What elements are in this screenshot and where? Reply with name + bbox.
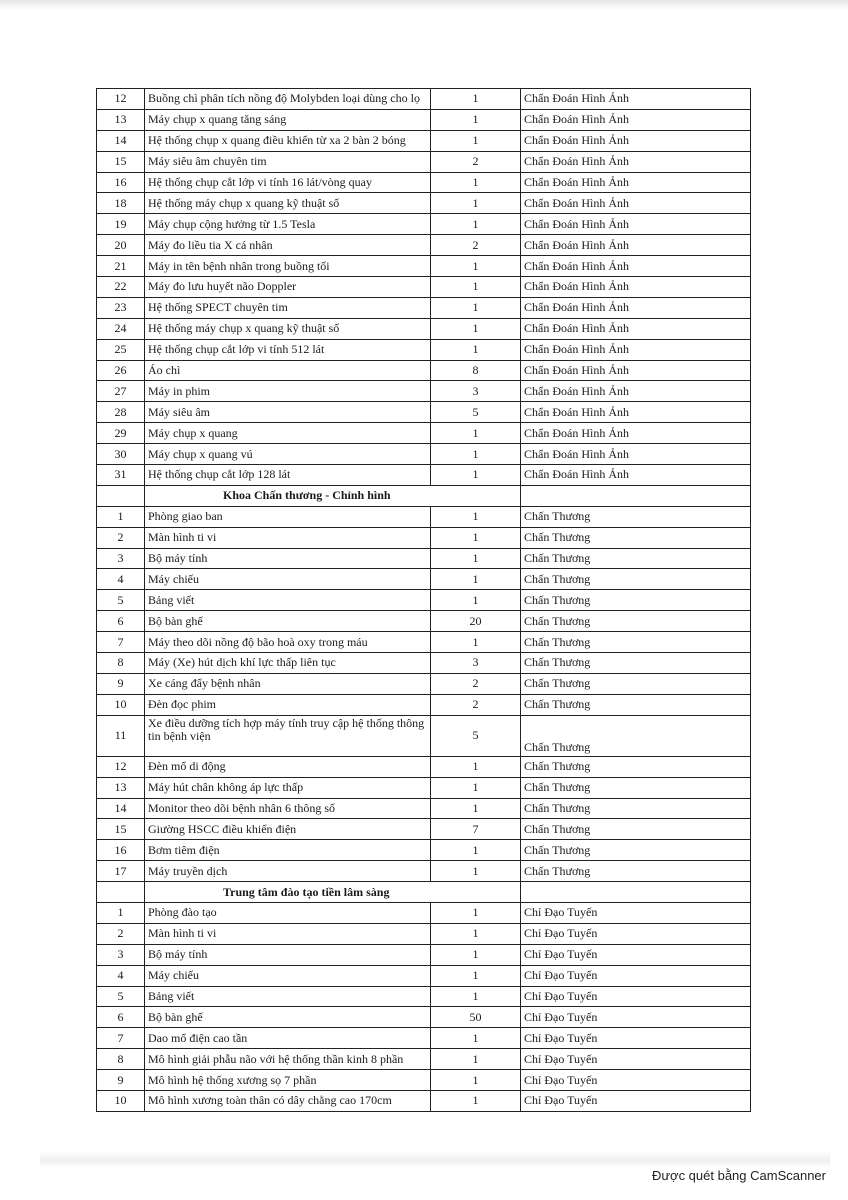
table-row	[97, 902, 751, 923]
section-dept-cell	[521, 485, 751, 506]
stt-cell: 30	[97, 444, 145, 465]
quantity-cell: 1	[431, 1090, 521, 1111]
section-stt-cell	[97, 882, 145, 903]
stt-cell: 10	[97, 1090, 145, 1111]
department-cell: Chẩn Đoán Hình Ảnh	[521, 339, 751, 360]
table-row	[97, 402, 751, 423]
stt-cell: 12	[97, 89, 145, 110]
quantity-cell: 3	[431, 381, 521, 402]
department-cell: Chẩn Đoán Hình Ảnh	[521, 109, 751, 130]
equipment-name-cell: Áo chì	[145, 360, 431, 381]
table-row	[97, 89, 751, 110]
equipment-name-cell: Máy siêu âm	[145, 402, 431, 423]
equipment-name-cell: Máy (Xe) hút dịch khí lực thấp liên tục	[145, 653, 431, 674]
equipment-table-body	[97, 89, 751, 1112]
camscanner-watermark: Được quét bằng CamScanner	[651, 1168, 826, 1183]
equipment-name-cell: Máy hút chân không áp lực thấp	[145, 777, 431, 798]
quantity-cell: 1	[431, 506, 521, 527]
department-cell: Chỉ Đạo Tuyến	[521, 1090, 751, 1111]
quantity-cell: 1	[431, 902, 521, 923]
stt-cell: 4	[97, 965, 145, 986]
stt-cell: 16	[97, 840, 145, 861]
table-row	[97, 590, 751, 611]
table-row	[97, 965, 751, 986]
quantity-cell: 1	[431, 840, 521, 861]
stt-cell: 12	[97, 756, 145, 777]
stt-cell: 13	[97, 109, 145, 130]
stt-cell: 3	[97, 944, 145, 965]
department-cell: Chẩn Đoán Hình Ảnh	[521, 256, 751, 277]
table-row	[97, 653, 751, 674]
department-cell: Chấn Thương	[521, 798, 751, 819]
stt-cell: 6	[97, 1007, 145, 1028]
equipment-name-cell: Bảng viết	[145, 986, 431, 1007]
quantity-cell: 1	[431, 339, 521, 360]
equipment-name-cell: Buồng chì phân tích nồng độ Molybden loại dùng cho lọ	[145, 89, 431, 110]
stt-cell: 19	[97, 214, 145, 235]
table-row	[97, 798, 751, 819]
department-cell: Chẩn Đoán Hình Ảnh	[521, 423, 751, 444]
stt-cell: 5	[97, 590, 145, 611]
equipment-name-cell: Phòng đào tạo	[145, 902, 431, 923]
table-row	[97, 548, 751, 569]
stt-cell: 10	[97, 694, 145, 715]
table-row	[97, 297, 751, 318]
equipment-name-cell: Phòng giao ban	[145, 506, 431, 527]
quantity-cell: 1	[431, 548, 521, 569]
table-row	[97, 318, 751, 339]
table-row	[97, 109, 751, 130]
department-cell: Chẩn Đoán Hình Ảnh	[521, 402, 751, 423]
stt-cell: 11	[97, 715, 145, 756]
quantity-cell: 1	[431, 861, 521, 882]
department-cell: Chấn Thương	[521, 756, 751, 777]
equipment-name-cell: Máy chụp cộng hưởng từ 1.5 Tesla	[145, 214, 431, 235]
equipment-name-cell: Máy chụp x quang	[145, 423, 431, 444]
department-cell: Chấn Thương	[521, 840, 751, 861]
department-cell: Chấn Thương	[521, 611, 751, 632]
department-cell: Chẩn Đoán Hình Ảnh	[521, 130, 751, 151]
table-row	[97, 506, 751, 527]
department-cell: Chẩn Đoán Hình Ảnh	[521, 360, 751, 381]
equipment-name-cell: Màn hình ti vi	[145, 923, 431, 944]
quantity-cell: 1	[431, 423, 521, 444]
table-row	[97, 1049, 751, 1070]
table-row	[97, 944, 751, 965]
quantity-cell: 1	[431, 297, 521, 318]
equipment-name-cell: Mô hình hệ thống xương sọ 7 phần	[145, 1070, 431, 1091]
quantity-cell: 1	[431, 109, 521, 130]
section-title: Khoa Chấn thương - Chỉnh hình	[145, 485, 521, 506]
quantity-cell: 3	[431, 653, 521, 674]
scan-top-shadow	[0, 0, 848, 10]
table-row	[97, 193, 751, 214]
department-cell: Chấn Thương	[521, 861, 751, 882]
department-cell: Chỉ Đạo Tuyến	[521, 1028, 751, 1049]
table-row	[97, 423, 751, 444]
table-row	[97, 1007, 751, 1028]
scan-bottom-shadow	[40, 1150, 830, 1168]
department-cell: Chấn Thương	[521, 715, 751, 756]
equipment-name-cell: Hệ thống chụp cắt lớp 128 lát	[145, 465, 431, 486]
equipment-name-cell: Bảng viết	[145, 590, 431, 611]
table-row	[97, 756, 751, 777]
department-cell: Chẩn Đoán Hình Ảnh	[521, 235, 751, 256]
department-cell: Chỉ Đạo Tuyến	[521, 902, 751, 923]
quantity-cell: 1	[431, 590, 521, 611]
stt-cell: 14	[97, 130, 145, 151]
equipment-name-cell: Máy truyền dịch	[145, 861, 431, 882]
stt-cell: 18	[97, 193, 145, 214]
equipment-name-cell: Đèn mổ di động	[145, 756, 431, 777]
stt-cell: 16	[97, 172, 145, 193]
quantity-cell: 5	[431, 715, 521, 756]
department-cell: Chẩn Đoán Hình Ảnh	[521, 444, 751, 465]
equipment-name-cell: Bộ bàn ghế	[145, 611, 431, 632]
quantity-cell: 2	[431, 673, 521, 694]
section-stt-cell	[97, 485, 145, 506]
department-cell: Chẩn Đoán Hình Ảnh	[521, 297, 751, 318]
equipment-name-cell: Máy in phim	[145, 381, 431, 402]
department-cell: Chỉ Đạo Tuyến	[521, 986, 751, 1007]
quantity-cell: 1	[431, 1070, 521, 1091]
stt-cell: 13	[97, 777, 145, 798]
section-title: Trung tâm đào tạo tiền lâm sàng	[145, 882, 521, 903]
department-cell: Chẩn Đoán Hình Ảnh	[521, 277, 751, 298]
table-row	[97, 360, 751, 381]
equipment-name-cell: Mô hình giải phẫu não với hệ thống thần kinh 8 phần	[145, 1049, 431, 1070]
equipment-name-cell: Bộ máy tính	[145, 548, 431, 569]
table-row	[97, 986, 751, 1007]
stt-cell: 7	[97, 632, 145, 653]
stt-cell: 29	[97, 423, 145, 444]
table-row	[97, 923, 751, 944]
department-cell: Chấn Thương	[521, 653, 751, 674]
equipment-name-cell: Monitor theo dõi bệnh nhân 6 thông số	[145, 798, 431, 819]
quantity-cell: 1	[431, 256, 521, 277]
department-cell: Chẩn Đoán Hình Ảnh	[521, 214, 751, 235]
department-cell: Chấn Thương	[521, 506, 751, 527]
department-cell: Chỉ Đạo Tuyến	[521, 944, 751, 965]
stt-cell: 21	[97, 256, 145, 277]
quantity-cell: 1	[431, 193, 521, 214]
equipment-name-cell: Máy theo dõi nồng độ bão hoà oxy trong máu	[145, 632, 431, 653]
equipment-name-cell: Hệ thống máy chụp x quang kỹ thuật số	[145, 193, 431, 214]
stt-cell: 8	[97, 1049, 145, 1070]
equipment-name-cell: Bộ máy tính	[145, 944, 431, 965]
table-row	[97, 1028, 751, 1049]
table-row	[97, 151, 751, 172]
table-row	[97, 172, 751, 193]
stt-cell: 15	[97, 151, 145, 172]
stt-cell: 1	[97, 506, 145, 527]
equipment-name-cell: Đèn đọc phim	[145, 694, 431, 715]
quantity-cell: 1	[431, 965, 521, 986]
department-cell: Chấn Thương	[521, 819, 751, 840]
quantity-cell: 1	[431, 923, 521, 944]
table-row	[97, 777, 751, 798]
table-row	[97, 715, 751, 756]
section-header-row	[97, 485, 751, 506]
equipment-name-cell: Máy chiếu	[145, 965, 431, 986]
department-cell: Chấn Thương	[521, 548, 751, 569]
stt-cell: 9	[97, 673, 145, 694]
quantity-cell: 50	[431, 1007, 521, 1028]
stt-cell: 7	[97, 1028, 145, 1049]
equipment-name-cell: Dao mổ điện cao tần	[145, 1028, 431, 1049]
stt-cell: 3	[97, 548, 145, 569]
department-cell: Chỉ Đạo Tuyến	[521, 923, 751, 944]
quantity-cell: 1	[431, 569, 521, 590]
quantity-cell: 8	[431, 360, 521, 381]
table-row	[97, 861, 751, 882]
quantity-cell: 1	[431, 172, 521, 193]
equipment-name-cell: Màn hình ti vi	[145, 527, 431, 548]
equipment-name-cell: Máy in tên bệnh nhân trong buồng tối	[145, 256, 431, 277]
department-cell: Chỉ Đạo Tuyến	[521, 1049, 751, 1070]
department-cell: Chẩn Đoán Hình Ảnh	[521, 89, 751, 110]
stt-cell: 2	[97, 923, 145, 944]
quantity-cell: 1	[431, 527, 521, 548]
section-header-row	[97, 882, 751, 903]
department-cell: Chấn Thương	[521, 777, 751, 798]
department-cell: Chẩn Đoán Hình Ảnh	[521, 193, 751, 214]
quantity-cell: 1	[431, 277, 521, 298]
table-row	[97, 465, 751, 486]
stt-cell: 24	[97, 318, 145, 339]
equipment-name-cell: Máy siêu âm chuyên tim	[145, 151, 431, 172]
department-cell: Chẩn Đoán Hình Ảnh	[521, 151, 751, 172]
quantity-cell: 1	[431, 944, 521, 965]
table-row	[97, 444, 751, 465]
equipment-name-cell: Xe cáng đẩy bệnh nhân	[145, 673, 431, 694]
equipment-name-cell: Hệ thống chụp cắt lớp vi tính 16 lát/vòng quay	[145, 172, 431, 193]
table-row	[97, 381, 751, 402]
table-row	[97, 130, 751, 151]
equipment-name-cell: Hệ thống chụp cắt lớp vi tính 512 lát	[145, 339, 431, 360]
equipment-name-cell: Giường HSCC điều khiển điện	[145, 819, 431, 840]
equipment-name-cell: Máy đo liều tia X cá nhân	[145, 235, 431, 256]
stt-cell: 31	[97, 465, 145, 486]
equipment-name-cell: Xe điều dưỡng tích hợp máy tính truy cập hệ thống thông tin bệnh viện	[145, 715, 431, 756]
equipment-name-cell: Bơm tiêm điện	[145, 840, 431, 861]
quantity-cell: 1	[431, 318, 521, 339]
quantity-cell: 1	[431, 130, 521, 151]
table-row	[97, 632, 751, 653]
stt-cell: 14	[97, 798, 145, 819]
table-row	[97, 527, 751, 548]
department-cell: Chỉ Đạo Tuyến	[521, 1070, 751, 1091]
table-row	[97, 819, 751, 840]
stt-cell: 4	[97, 569, 145, 590]
quantity-cell: 7	[431, 819, 521, 840]
quantity-cell: 1	[431, 465, 521, 486]
stt-cell: 5	[97, 986, 145, 1007]
department-cell: Chẩn Đoán Hình Ảnh	[521, 318, 751, 339]
equipment-table	[96, 88, 751, 1112]
stt-cell: 8	[97, 653, 145, 674]
stt-cell: 17	[97, 861, 145, 882]
stt-cell: 27	[97, 381, 145, 402]
quantity-cell: 20	[431, 611, 521, 632]
quantity-cell: 1	[431, 89, 521, 110]
quantity-cell: 1	[431, 1028, 521, 1049]
table-row	[97, 1070, 751, 1091]
department-cell: Chỉ Đạo Tuyến	[521, 1007, 751, 1028]
equipment-name-cell: Máy chụp x quang vú	[145, 444, 431, 465]
stt-cell: 26	[97, 360, 145, 381]
stt-cell: 20	[97, 235, 145, 256]
quantity-cell: 5	[431, 402, 521, 423]
quantity-cell: 2	[431, 151, 521, 172]
table-row	[97, 611, 751, 632]
stt-cell: 1	[97, 902, 145, 923]
table-row	[97, 339, 751, 360]
table-row	[97, 256, 751, 277]
table-row	[97, 235, 751, 256]
equipment-name-cell: Mô hình xương toàn thân có dây chằng cao 170cm	[145, 1090, 431, 1111]
department-cell: Chấn Thương	[521, 632, 751, 653]
equipment-name-cell: Máy đo lưu huyết não Doppler	[145, 277, 431, 298]
equipment-name-cell: Bộ bàn ghế	[145, 1007, 431, 1028]
department-cell: Chấn Thương	[521, 569, 751, 590]
table-row	[97, 214, 751, 235]
quantity-cell: 2	[431, 694, 521, 715]
section-dept-cell	[521, 882, 751, 903]
table-row	[97, 569, 751, 590]
table-row	[97, 1090, 751, 1111]
quantity-cell: 1	[431, 214, 521, 235]
quantity-cell: 1	[431, 756, 521, 777]
stt-cell: 25	[97, 339, 145, 360]
stt-cell: 28	[97, 402, 145, 423]
quantity-cell: 2	[431, 235, 521, 256]
quantity-cell: 1	[431, 1049, 521, 1070]
quantity-cell: 1	[431, 777, 521, 798]
equipment-name-cell: Hệ thống SPECT chuyên tim	[145, 297, 431, 318]
stt-cell: 22	[97, 277, 145, 298]
stt-cell: 2	[97, 527, 145, 548]
table-row	[97, 277, 751, 298]
department-cell: Chỉ Đạo Tuyến	[521, 965, 751, 986]
quantity-cell: 1	[431, 986, 521, 1007]
stt-cell: 23	[97, 297, 145, 318]
stt-cell: 6	[97, 611, 145, 632]
stt-cell: 9	[97, 1070, 145, 1091]
quantity-cell: 1	[431, 632, 521, 653]
equipment-name-cell: Máy chụp x quang tăng sáng	[145, 109, 431, 130]
stt-cell: 15	[97, 819, 145, 840]
department-cell: Chấn Thương	[521, 673, 751, 694]
table-row	[97, 694, 751, 715]
equipment-name-cell: Hệ thống máy chụp x quang kỹ thuật số	[145, 318, 431, 339]
equipment-name-cell: Hệ thống chụp x quang điều khiển từ xa 2 bàn 2 bóng	[145, 130, 431, 151]
department-cell: Chẩn Đoán Hình Ảnh	[521, 465, 751, 486]
department-cell: Chấn Thương	[521, 694, 751, 715]
table-row	[97, 673, 751, 694]
table-row	[97, 840, 751, 861]
department-cell: Chẩn Đoán Hình Ảnh	[521, 381, 751, 402]
department-cell: Chẩn Đoán Hình Ảnh	[521, 172, 751, 193]
quantity-cell: 1	[431, 798, 521, 819]
quantity-cell: 1	[431, 444, 521, 465]
equipment-name-cell: Máy chiếu	[145, 569, 431, 590]
department-cell: Chấn Thương	[521, 590, 751, 611]
department-cell: Chấn Thương	[521, 527, 751, 548]
